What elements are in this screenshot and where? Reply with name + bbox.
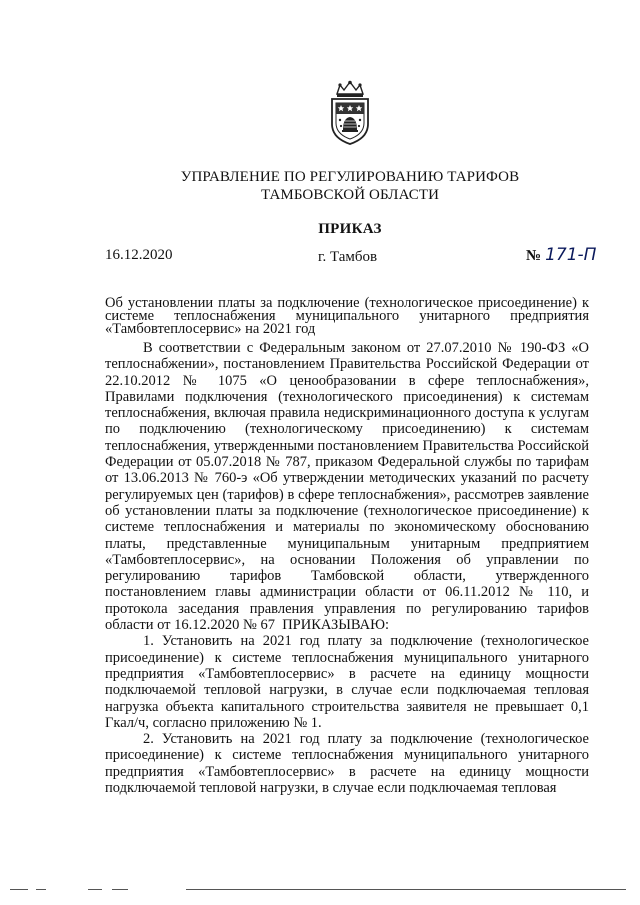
item-1-paragraph: 1. Установить на 2021 год плату за подключение (технологическое присоединение) к системе теплоснабжения муниципального унитарного предприятия «Тамбовтеплосервис» в расчете на единицу мощности подключаемой тепловой нагрузки, в случае если подключаемая тепловая нагрузка объекта капитального строительства заявителя не превышает 0,1 Гкал/ч, согласно приложению № 1. <box>105 633 589 731</box>
agency-name-line-1: УПРАВЛЕНИЕ ПО РЕГУЛИРОВАНИЮ ТАРИФОВ <box>180 169 520 185</box>
agency-name-line-2: ТАМБОВСКОЙ ОБЛАСТИ <box>260 187 440 203</box>
preamble-text: В соответствии с Федеральным законом от 27.07.2010 № 190-ФЗ «О теплоснабжении», постановлением Правительства Российской Федерации от 22.10.2012 № 1075 «О ценообразовании в сфере теплоснабжения», Правилами подключения (технологического присоединения) к системам теплоснабжения, включая правила недискриминационного доступа к услугам по подключению (технологическому присоединению) к системам теплоснабжения, утвержденными постановлением Правительства Российской Федерации от 05.07.2018 № 787, приказом Федеральной службы по тарифам от 13.06.2013 № 760-э «Об утверждении методических указаний по расчету регулируемых цен (тарифов) в сфере теплоснабжения», рассмотрев заявление об установлении платы за подключение (технологическое присоединение) к системе теплоснабжения и материалы по экономическому обоснованию платы, представленные муниципальным унитарным предприятием «Тамбовтеплосервис», на основании Положения об управлении по регулированию тарифов Тамбовской области, утвержденного постановлением главы администрации области от 06.11.2012 № 110, и протокола заседания правления управления по регулированию тарифов области от 16.12.2020 № 67 <box>105 340 589 634</box>
handwritten-number: 171-П <box>545 245 597 265</box>
document-city: г. Тамбов <box>318 249 378 265</box>
document-date: 16.12.2020 <box>105 247 173 263</box>
decree-word: ПРИКАЗЫВАЮ: <box>282 617 390 634</box>
footer-scan-line <box>0 889 640 890</box>
item-2-paragraph: 2. Установить на 2021 год плату за подключение (технологическое присоединение) к системе теплоснабжения муниципального унитарного предприятия «Тамбовтеплосервис» в расчете на единицу мощности подключаемой тепловой нагрузки, в случае если подключаемая тепловая <box>105 731 589 797</box>
document-subject: Об установлении платы за подключение (технологическое присоединение) к системе теплоснабжения муниципального унитарного предприятия «Тамбовтеплосервис» на 2021 год <box>105 295 589 337</box>
document-body <box>105 340 589 796</box>
document-number <box>526 245 596 265</box>
preamble-paragraph <box>105 340 589 633</box>
document-type-title: ПРИКАЗ <box>318 221 382 237</box>
number-sign: № <box>526 248 542 264</box>
tambov-coat-of-arms-icon <box>329 80 371 146</box>
